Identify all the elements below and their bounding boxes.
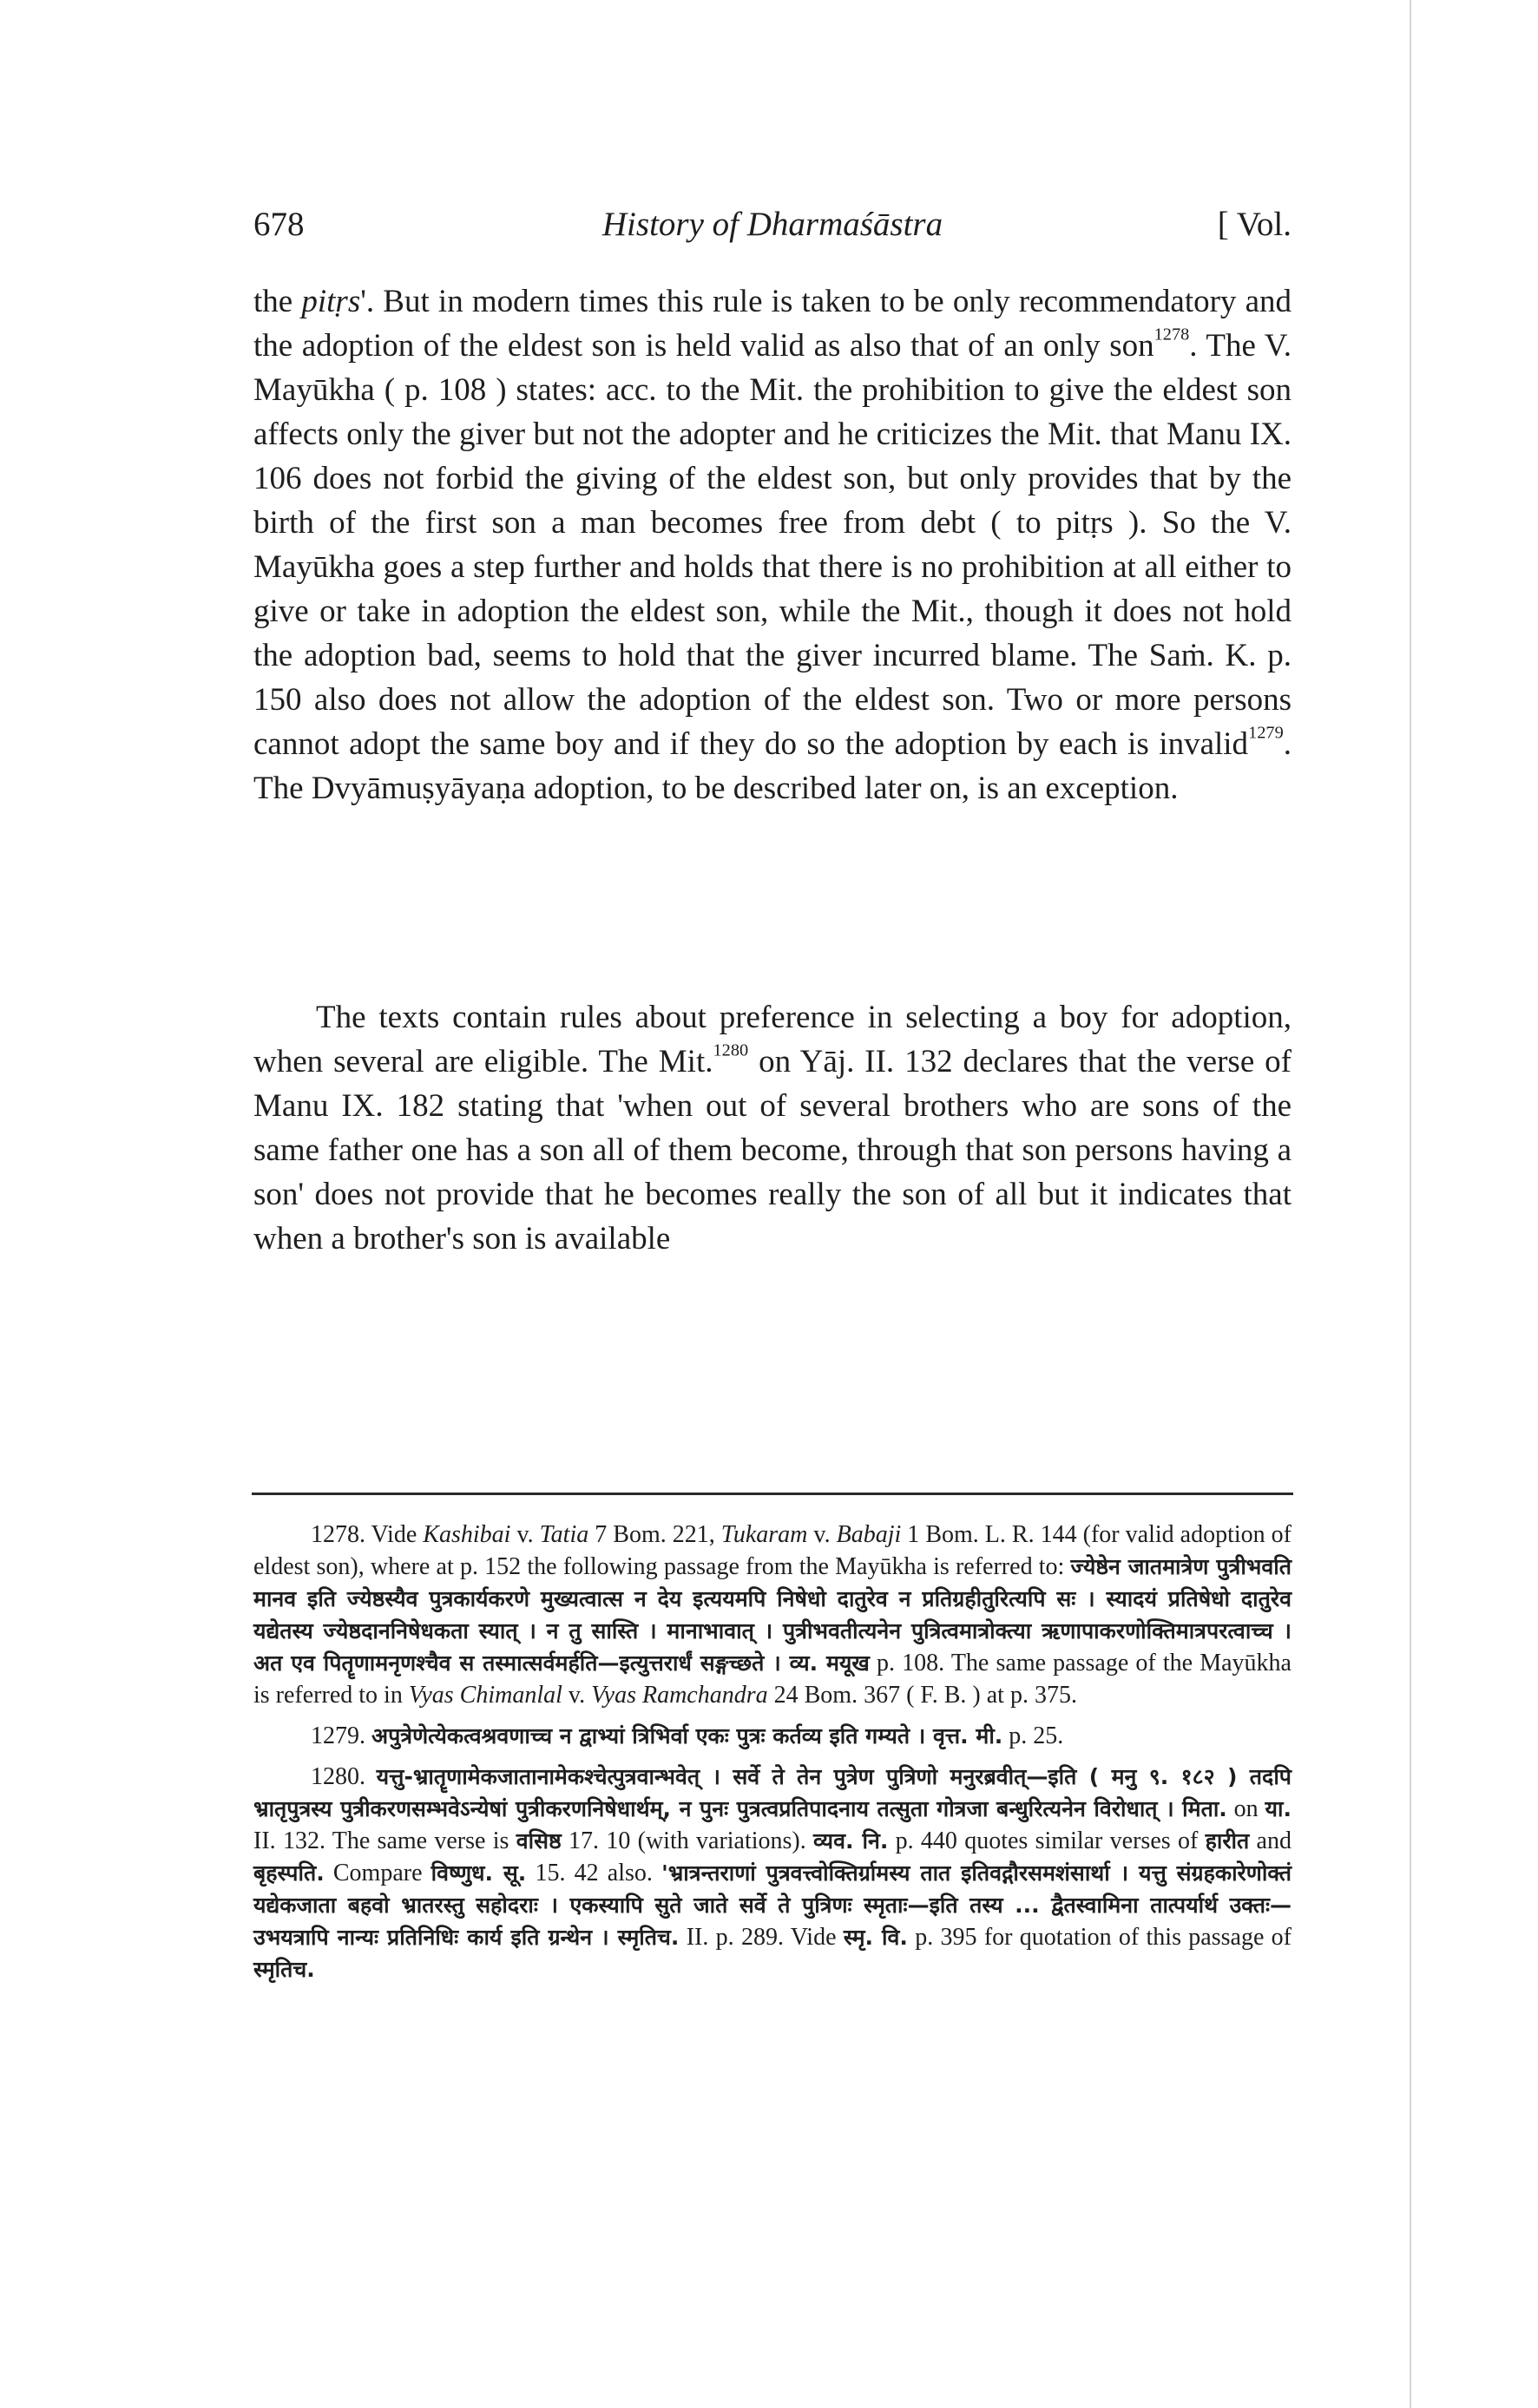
footnote-number: 1280. (311, 1763, 365, 1790)
text-run: II. p. 289. Vide (679, 1924, 844, 1951)
sanskrit-abbrev: व्यव. नि. (813, 1828, 889, 1854)
text-run: . The V. Mayūkha ( p. 108 ) states: acc. to the Mit. the prohibition to give the eldest son affects only the giver but not the adopter and he criticizes the Mit. that Manu IX. 106 does not forbid the giving of the eldest son, but only provides that by the birth of the first son a man becomes free from debt ( to pitṛs ). So the V. Mayūkha goes a step further and holds that there is no prohibition at all either to give or take in adoption the eldest son, while the Mit., though it does not hold the adoption bad, seems to hold that the giver incurred blame. The Saṁ. K. p. 150 also does not allow the adoption of the eldest son. Two or more persons cannot adopt the same boy and if they do so the adoption by each is invalid (253, 328, 1292, 762)
text-run: 7 Bom. 221, (588, 1521, 721, 1548)
sanskrit-abbrev: हारीत (1205, 1828, 1250, 1854)
sanskrit-quote: अपुत्रेणेत्येकत्वश्रवणाच्च न द्वाभ्यां त्रिभिर्वा एकः पुत्रः कर्तव्य इति गम्यते । वृत्त. मी. (371, 1723, 1003, 1749)
text-run: 15. 42 also. (526, 1860, 662, 1886)
text-run: on Yāj. II. 132 declares that the verse of Manu IX. 182 stating that 'when out of several brothers who are sons of the same father one has a son all of them become, through that son persons having a son' does not provide that he becomes really the son of all but it indicates that when a brother's son is available (253, 1044, 1292, 1256)
text-run: II. 132. The same verse is (253, 1827, 516, 1854)
sanskrit-quote: यत्तु-भ्रातॄणामेकजातानामेकश्चेत्पुत्रवान्भवेत् । सर्वे ते तेन पुत्रेण पुत्रिणो मनुरब्रवीत्—इति ( मनु ९. १८२ ) तदपि भ्रातृपुत्रस्य पुत्रीकरणसम्भवेऽन्येषां पुत्रीकरणनिषेधार्थम्, न पुनः पुत्रत्वप्रतिपादनाय तत्सुता गोत्रजा बन्धुरित्यनेन विरोधात् । मिता. (253, 1764, 1292, 1821)
sanskrit-abbrev: या. (1265, 1796, 1292, 1821)
sanskrit-quote: ज्येष्ठेन जातमात्रेण पुत्रीभवति मानव इति ज्येष्ठस्यैव पुत्रकार्यकरणे मुख्यत्वात्स न देय इत्ययमपि निषेधो दातुरेव न प्रतिग्रहीतुरित्यपि सः । स्यादयं प्रतिषेधो दातुरेव यद्येतस्य ज्येष्ठदाननिषेधकता स्यात् । न तु सास्ति । मानाभावात् । पुत्रीभवतीत्यनेन पुत्रित्वमात्रोक्त्या ऋणापाकरणोक्तिमात्रपरत्वाच्च । अत एव पितॄणामनृणश्चैव स तस्मात्सर्वमर्हति—इत्युत्तरार्धं सङ्गच्छते । व्य. मयूख (253, 1554, 1292, 1676)
text-run: The texts contain rules about preference in selecting a boy for adoption, when several are eligible. The Mit. (253, 1000, 1292, 1079)
text-run: 17. 10 (with variations). (561, 1827, 814, 1854)
case-name: Kashibai (423, 1521, 511, 1548)
text-run: p. 395 for quotation of this passage of (907, 1924, 1292, 1951)
text-run: v. (807, 1521, 837, 1548)
footnote-number: 1279. (311, 1722, 365, 1749)
text-run: p. 25. (1002, 1722, 1064, 1749)
page-edge-line (1410, 0, 1411, 2408)
paragraph-1 (253, 279, 1292, 810)
italic-term: pitṛs (301, 284, 361, 319)
footnote-1280 (253, 1761, 1292, 1985)
paragraph-2 (253, 995, 1292, 1261)
text-run: '. But in modern times this rule is taken to be only recommendatory and the adoption of the eldest son is held valid as also that of an only son (253, 284, 1292, 364)
case-name: Vyas Ramchandra (591, 1682, 768, 1709)
text-run: and (1249, 1827, 1292, 1854)
sanskrit-abbrev: स्मृ. वि. (843, 1925, 908, 1950)
case-name: Tatia (539, 1521, 589, 1548)
sanskrit-abbrev: वसिष्ठ (516, 1828, 562, 1854)
text-run: 24 Bom. 367 ( F. B. ) at p. 375. (767, 1682, 1077, 1709)
running-title: History of Dharmaśāstra (601, 206, 943, 243)
text-run: Vide (365, 1521, 424, 1548)
footnote-1278 (253, 1519, 1292, 1711)
footnote-ref-1278: 1278 (1154, 325, 1190, 344)
footnote-1279 (253, 1720, 1292, 1752)
sanskrit-abbrev: बृहस्पति. (253, 1860, 325, 1886)
text-run: on (1226, 1795, 1265, 1822)
running-header (253, 205, 1292, 257)
footnote-number: 1278. (311, 1521, 365, 1548)
text-run: p. 440 quotes similar verses of (888, 1827, 1206, 1854)
sanskrit-quote: 'भ्रात्रन्तराणां पुत्रवत्त्वोक्तिर्ग्रामस्य तात इतिवद्गौरसमशंसार्था । यत्तु संग्रहकारेणोक्तं यद्येकजाता बहवो भ्रातरस्तु सहोदराः । एकस्यापि सुते जाते सर्वे ते पुत्रिणः स्मृताः—इति तस्य ... द्वैतस्वामिना तात्पर्यार्थ उक्तः—उभयत्रापि नान्यः प्रतिनिधिः कार्य इति ग्रन्थेन । स्मृतिच. (253, 1860, 1292, 1950)
text-run: 1 Bom. L. R. 144 (for valid adoption of eldest son), where at p. 152 the following passage from the Mayūkha is referred to: (253, 1521, 1292, 1580)
footnote-ref-1280: 1280 (713, 1040, 749, 1060)
text-run: p. 108. The same passage of the Mayūkha is referred to in (253, 1650, 1292, 1709)
text-run: the (253, 284, 302, 319)
text-run: Compare (324, 1860, 431, 1886)
text-run: v. (562, 1682, 592, 1709)
footnote-divider (252, 1493, 1293, 1495)
case-name: Vyas Chimanlal (408, 1682, 562, 1709)
text-run: . The Dvyāmuṣyāyaṇa adoption, to be described later on, is an exception. (253, 726, 1292, 806)
case-name: Tukaram (720, 1521, 808, 1548)
sanskrit-abbrev: स्मृतिच. (253, 1957, 315, 1982)
footnotes (253, 1519, 1292, 1994)
sanskrit-abbrev: विष्णुध. सू. (431, 1860, 527, 1886)
footnote-ref-1279: 1279 (1248, 723, 1284, 743)
volume-label: [ Vol. (1217, 206, 1292, 243)
case-name: Babaji (836, 1521, 902, 1548)
page-number: 678 (253, 206, 305, 243)
text-run: v. (510, 1521, 540, 1548)
